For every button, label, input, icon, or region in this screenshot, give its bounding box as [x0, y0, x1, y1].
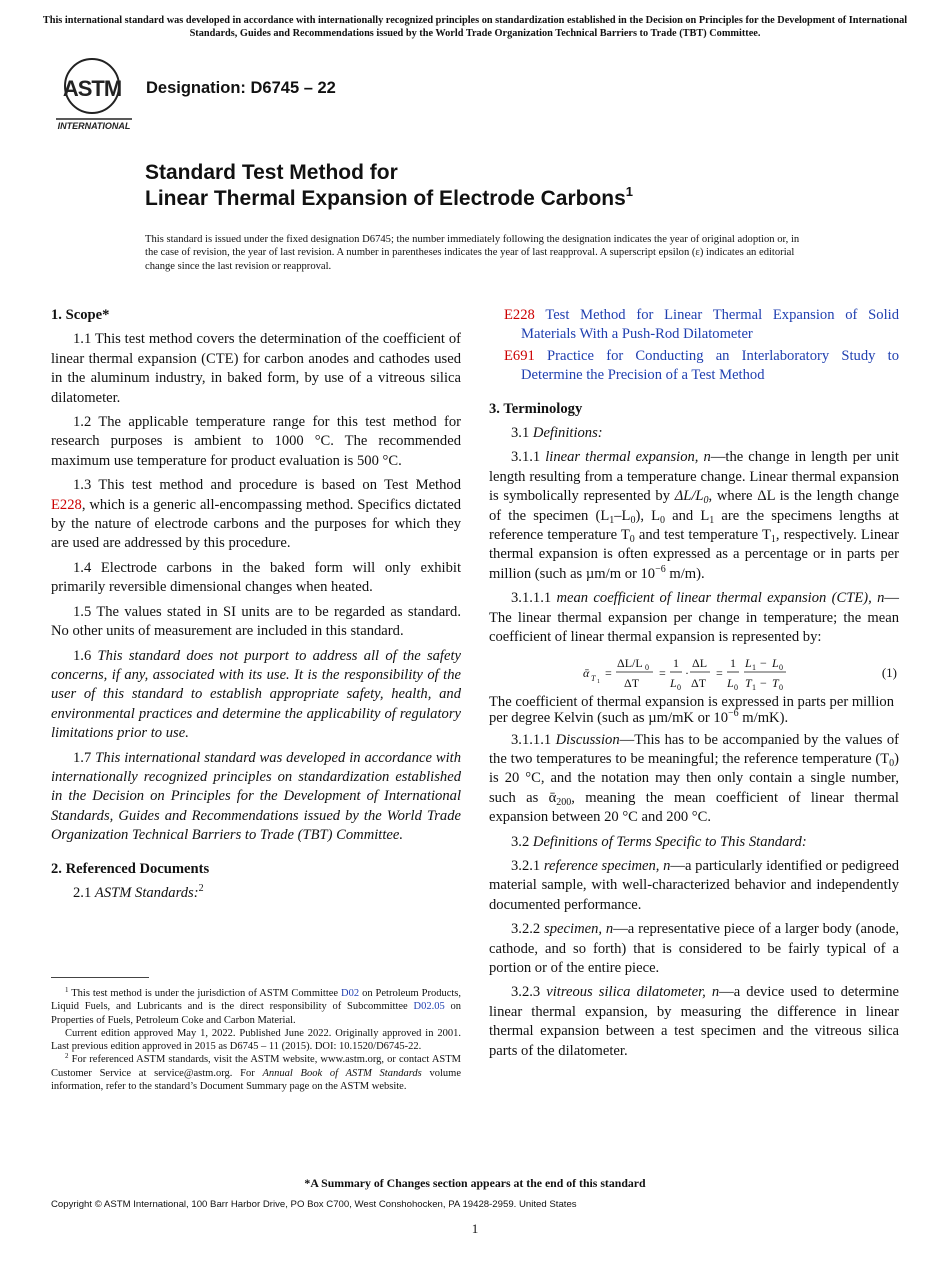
paragraph-1-7: 1.7 This international standard was developed in accordance with internationally recognized principles on standardization established in the Decision on Principles for the Development of International Standards, Guides and Recommendations issued by the World Trade Organization Technical Barriers to Trade (TBT) Committee. — [51, 749, 462, 844]
svg-text:T: T — [772, 675, 779, 690]
svg-text:−: − — [760, 655, 767, 670]
ref-title-e691[interactable]: Practice for Conducting an Interlaboratory Study to Determine the Precision of a Test Method — [521, 347, 899, 384]
title-line-2: Linear Thermal Expansion of Electrode Carbons$^1$ — [145, 184, 634, 210]
svg-text:T: T — [591, 673, 596, 683]
right-column — [489, 306, 899, 1066]
svg-text:1: 1 — [752, 662, 756, 672]
referenced-item — [489, 347, 899, 386]
footnote-mark-2[interactable]: 2 — [198, 882, 204, 894]
footnote-1-edition: Current edition approved May 1, 2022. Published June 2022. Originally approved in 2001. Last previous edition approved in 2015 as D6745 – 11 (2015). DOI: 10.1520/D6745-22. — [51, 1027, 461, 1053]
logo-text: ASTM — [62, 76, 122, 101]
page-number: 1 — [471, 1221, 479, 1236]
paragraph-1-2: 1.2 The applicable temperature range for this test method for research purposes is ambient to 1000 °C. The recommended maximum use temperature for product evaluation is 500 °C. — [51, 414, 461, 469]
paragraph-2-1: 2.1 ASTM Standards:$^2$ — [73, 882, 204, 901]
svg-text:L: L — [670, 675, 677, 690]
paragraph-cte-units: The coefficient of thermal expansion is expressed in parts per million per degree Kelvin (such as µm/mK or $10^{-6}$ m/mK). — [489, 693, 894, 726]
svg-text:L: L — [772, 655, 779, 670]
paragraph-1-4: 1.4 Electrode carbons in the baked form will only exhibit primarily reversible dimensional changes when heated. — [51, 559, 461, 596]
svg-text:=: = — [605, 665, 612, 680]
footnote-divider — [51, 977, 149, 978]
copyright: Copyright © ASTM International, 100 Barr Harbor Drive, PO Box C700, West Conshohocken, PA 19428-2959. United States — [51, 1199, 577, 1210]
svg-text:ΔT: ΔT — [624, 675, 640, 690]
paragraph-3-1: 3.1 Definitions: — [511, 425, 603, 442]
svg-text:ΔL: ΔL — [692, 655, 708, 670]
svg-text:1: 1 — [597, 678, 600, 685]
svg-text:−: − — [760, 675, 767, 690]
svg-text:ΔL/L: ΔL/L — [617, 655, 643, 670]
paragraph-3-2-2: 3.2.2 specimen, n—a representative piece of a larger body (anode, cathode, and so forth) that is considered to be fairly typical of a portion or of the entire piece. — [489, 921, 899, 976]
summary-of-changes-note: *A Summary of Changes section appears at the end of this standard — [304, 1176, 646, 1190]
paragraph-3-1-1-1: 3.1.1.1 mean coefficient of linear thermal expansion (CTE), n—The linear thermal expansion per change in temperature; the mean coefficient of linear thermal expansion is represented by: — [489, 590, 900, 646]
svg-text:0: 0 — [645, 662, 649, 672]
top-notice: This international standard was developed in accordance with internationally recognized principles on standardization established in the Decision on Principles for the Development of International Standards, Guides and Recommendations issued by the World Trade Organization Technical Barriers to Trade (TBT) Committee. — [42, 15, 908, 39]
paragraph-discussion: 3.1.1.1 Discussion—This has to be accompanied by the values of the two temperatures to be meaningful; the reference temperature $(T_0)$ is 20 °C, and the notation may then only contain a single number, such as ᾱ$_{200}$, meaning the mean coefficient of linear thermal expansion between 20 °C and 200 °C. — [489, 731, 899, 826]
svg-text:1: 1 — [730, 655, 736, 670]
ref-title-e228[interactable]: Test Method for Linear Thermal Expansion of Solid Materials With a Push-Rod Dilatometer — [521, 307, 899, 343]
paragraph-3-2-1: 3.2.1 reference specimen, n—a particularly identified or pedigreed material sample, with well-characterized behavior and independently documented performance. — [489, 857, 899, 913]
referenced-item — [489, 306, 899, 345]
svg-text:T: T — [745, 675, 752, 690]
ref-link-e228-list[interactable]: E228 — [504, 307, 535, 323]
svg-text:1: 1 — [752, 682, 756, 692]
svg-text:0: 0 — [779, 682, 783, 692]
footnotes — [51, 987, 461, 1093]
astm-logo — [52, 56, 136, 132]
svg-text:L: L — [745, 655, 752, 670]
svg-text:ΔT: ΔT — [691, 675, 707, 690]
document-title — [145, 160, 865, 212]
issue-note: This standard is issued under the fixed designation D6745; the number immediately following the designation indicates the year of original adoption or, in the case of revision, the year of last revision. A number in parentheses indicates the year of last reapproval. A superscript epsilon (ε) indicates an editorial change since the last revision or reapproval. — [145, 234, 800, 272]
paragraph-3-2: 3.2 Definitions of Terms Specific to This Standard: — [511, 833, 807, 850]
ref-link-e228[interactable]: E228 — [51, 496, 82, 513]
ref-link-e691-list[interactable]: E691 — [504, 347, 535, 364]
paragraph-1-1: 1.1 This test method covers the determination of the coefficient of linear thermal expansion (CTE) for carbon anodes and cathodes used in the aluminum industry, in baked form, by use of a vitreous silica dilatometer. — [51, 331, 461, 406]
svg-text:0: 0 — [677, 682, 681, 692]
designation: Designation: D6745 – 22 — [146, 79, 336, 97]
cte-formula — [583, 654, 883, 692]
svg-text:1: 1 — [673, 655, 679, 670]
svg-text:0: 0 — [779, 662, 783, 672]
committee-link-d02[interactable]: D02 — [341, 988, 360, 999]
paragraph-3-1-1: 3.1.1 linear thermal expansion, n—the change in length per unit length resulting from a temperature change. Linear thermal expansion is symbolically represented by $\Delta L/L_0$, where ΔL is the length change of the specimen $(L_1-L_0)$, $L_0$ and $L_1$ are the specimens lengths at reference temperature $T_0$ and test temperature $T_1$, respectively. Linear thermal expansion is often expressed as a percentage or in parts per million (such as µm/m or $10^{-6}$ m/m). — [489, 449, 900, 582]
paragraph-3-2-3: 3.2.3 vitreous silica dilatometer, n—a device used to determine linear thermal expansion, by measuring the difference in linear thermal expansion between a test specimen and the vitreous silica parts of the dilatometer. — [489, 984, 899, 1059]
title-line-1: Standard Test Method for — [145, 161, 398, 184]
section-heading-referenced-documents: 2. Referenced Documents — [51, 860, 210, 877]
paragraph-1-5: 1.5 The values stated in SI units are to be regarded as standard. No other units of measurement are included in this standard. — [51, 603, 461, 640]
equation-1 — [489, 654, 899, 692]
footnote-1: $^1$ This test method is under the jurisdiction of ASTM Committee D02 on Petroleum Products, Liquid Fuels, and Lubricants and is the direct responsibility of Subcommittee D02.05 on Properties of Fuels, Petroleum Coke and Carbon Material. — [51, 986, 462, 1026]
section-heading-scope: 1. Scope* — [51, 307, 110, 323]
paragraph-1-6: 1.6 This standard does not purport to address all of the safety concerns, if any, associated with its use. It is the responsibility of the user of this standard to establish appropriate safety, health, and environmental practices and determine the applicability of regulatory limitations prior to use. — [51, 647, 461, 742]
section-heading-terminology: 3. Terminology — [489, 400, 583, 417]
svg-text:L: L — [727, 675, 734, 690]
title-footnote-mark[interactable]: 1 — [625, 184, 634, 199]
svg-text:=: = — [716, 665, 723, 680]
left-column — [51, 306, 461, 908]
logo-subtext: INTERNATIONAL — [57, 121, 131, 131]
subcommittee-link-d0205[interactable]: D02.05 — [413, 1001, 445, 1013]
paragraph-1-3: 1.3 This test method and procedure is based on Test Method E228, which is a generic all-encompassing method. Specifics dictated by the nature of electrode carbons and the purposes for which they are used are addressed by this procedure. — [51, 477, 461, 552]
svg-text:·: · — [685, 665, 689, 680]
svg-text:0: 0 — [734, 682, 738, 692]
footnote-2: $^2$ For referenced ASTM standards, visit the ASTM website, www.astm.org, or contact ASTM Customer Service at service@astm.org. For Annual Book of ASTM Standards volume information, refer to the standard’s Document Summary page on the ASTM website. — [51, 1052, 462, 1093]
svg-text:ᾱ: ᾱ — [583, 665, 590, 680]
svg-text:=: = — [659, 665, 666, 680]
equation-number: (1) — [881, 664, 897, 680]
